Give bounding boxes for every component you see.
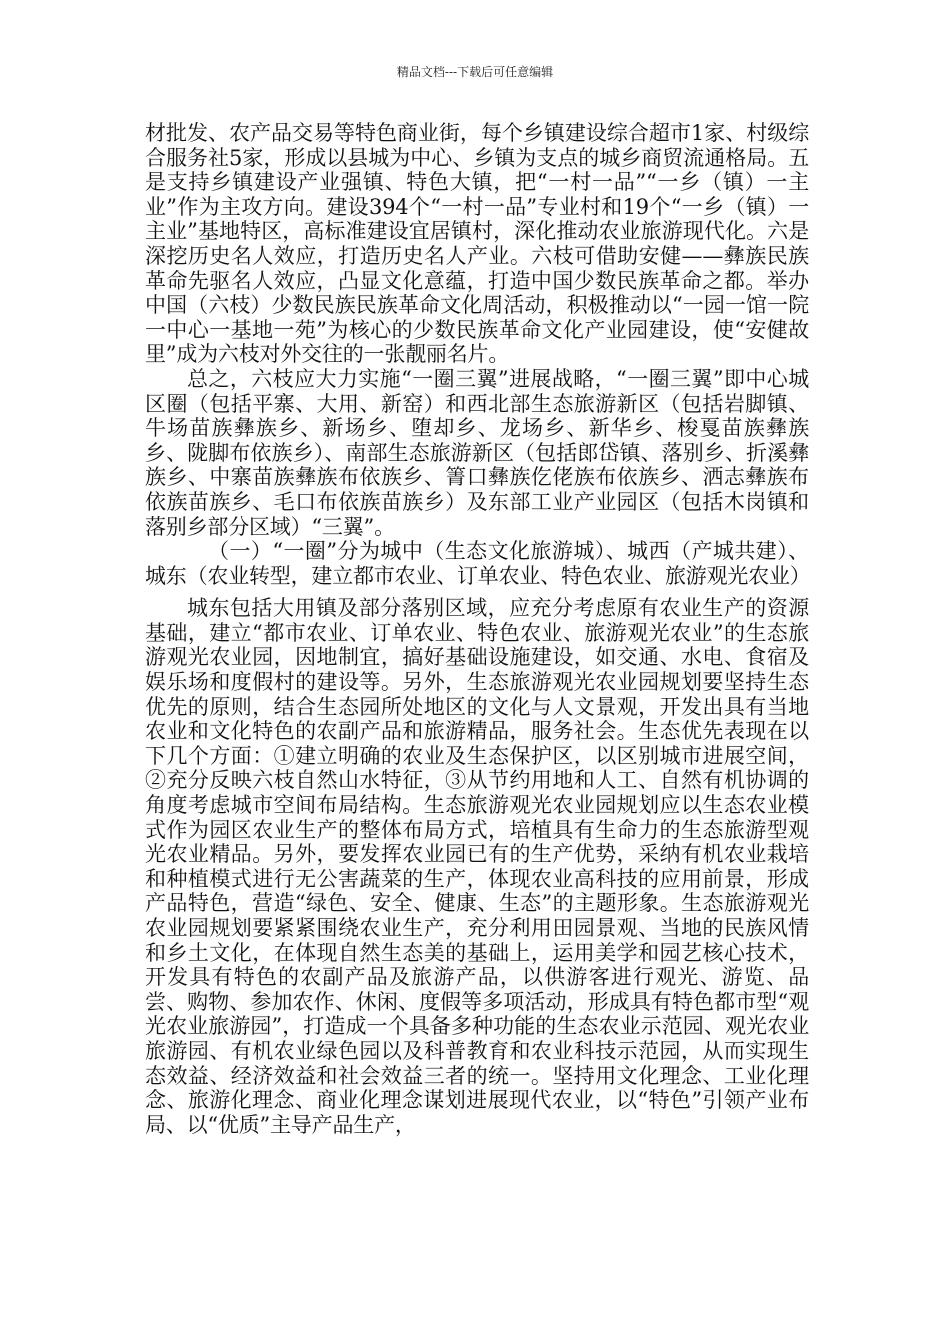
page-header: 精品文档---下载后可任意编辑 — [396, 65, 554, 79]
paragraph-city-east: 城东包括大用镇及部分落别区域，应充分考虑原有农业生产的资源基础，建立“都市农业、订单农业、特色农业、旅游观光农业”的生态旅游观光农业园，因地制宜，搞好基础设施建设，如交通、水电、食宿及娱乐场和度假村的建设等。另外，生态旅游观光农业园规划要坚持生态优先的原则，结合生态园所处地区的文化与人文景观，开发出具有当地农业和文化特色的农副产品和旅游精品，服务社会。生态优先表现在以下几个方面：①建立明确的农业及生态保护区，以区别城市进展空间，②充分反映六枝自然山水特征，③从节约用地和人工、自然有机协调的角度考虑城市空间布局结构。生态旅游观光农业园规划应以生态农业模式作为园区农业生产的整体布局方式，培植具有生命力的生态旅游型观光农业精品。另外，要发挥农业园已有的生产优势，采纳有机农业栽培和种植模式进行无公害蔬菜的生产，体现农业高科技的应用前景，形成产品特色，营造“绿色、安全、健康、生态”的主题形象。生态旅游观光农业园规划要紧紧围绕农业生产，充分利用田园景观、当地的民族风情和乡土文化，在体现自然生态美的基础上，运用美学和园艺核心技术，开发具有特色的农副产品及旅游产品，以供游客进行观光、游览、品尝、购物、参加农作、休闲、度假等多项活动，形成具有特色都市型“观光农业旅游园”，打造成一个具备多种功能的生态农业示范园、观光农业旅游园、有机农业绿色园以及科普教育和农业科技示范园，从而实现生态效益、经济效益和社会效益三者的统一。坚持用文化理念、工业化理念、旅游化理念、商业化理念谋划进展现代农业，以“特色”引领产业布局、以“优质”主导产品生产， — [145, 596, 809, 1137]
document-body — [145, 121, 809, 1137]
paragraph-summary: 总之，六枝应大力实施“一圈三翼”进展战略，“一圈三翼”即中心城区圈（包括平寨、大用、新窑）和西北部生态旅游新区（包括岩脚镇、牛场苗族彝族乡、新场乡、堕却乡、龙场乡、新华乡、梭戛苗族彝族乡、陇脚布依族乡）、南部生态旅游新区（包括郎岱镇、落别乡、折溪彝族乡、中寨苗族彝族布依族乡、箐口彝族仡佬族布依族乡、洒志彝族布依族苗族乡、毛口布依族苗族乡）及东部工业产业园区（包括木岗镇和落别乡部分区域）“三翼”。 — [145, 366, 809, 539]
section-heading-one-circle: （一）“一圈”分为城中（生态文化旅游城）、城西（产城共建）、城东（农业转型，建立都市农业、订单农业、特色农业、旅游观光农业） — [145, 539, 811, 588]
paragraph-continuation: 材批发、农产品交易等特色商业街，每个乡镇建设综合超市1家、村级综合服务社5家，形成以县城为中心、乡镇为支点的城乡商贸流通格局。五是支持乡镇建设产业强镇、特色大镇，把“一村一品”“一乡（镇）一主业”作为主攻方向。建设394个“一村一品”专业村和19个“一乡（镇）一主业”基地特区，高标准建设宜居镇村，深化推动农业旅游现代化。六是深挖历史名人效应，打造历史名人产业。六枝可借助安健——彝族民族革命先驱名人效应，凸显文化意蕴，打造中国少数民族革命之都。举办中国（六枝）少数民族民族革命文化周活动，积极推动以“一园一馆一院一中心一基地一苑”为核心的少数民族革命文化产业园建设，使“安健故里”成为六枝对外交往的一张靓丽名片。 — [145, 121, 809, 367]
